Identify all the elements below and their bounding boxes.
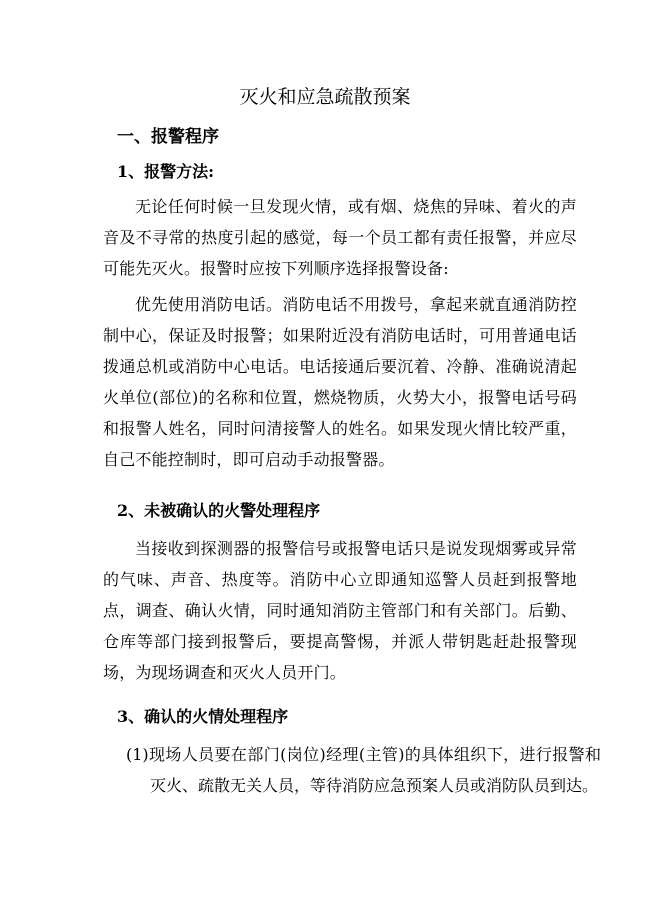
list-item-onsite-personnel: (1)现场人员要在部门(岗位)经理(主管)的具体组织下，进行报警和灭火、疏散无关人员，等待消防应急预案人员或消防队员到达。 — [126, 745, 601, 795]
subsection-heading-confirmed-fire: 3、确认的火情处理程序 — [117, 707, 289, 726]
paragraph-fire-phone: 优先使用消防电话。消防电话不用拨号，拿起来就直通消防控制中心，保证及时报警；如果附近没有消防电话时，可用普通电话拨通总机或消防中心电话。电话接通后要沉着、冷静、准确说清起火单位(部位)的名称和位置，燃烧物质，火势大小，报警电话号码和报警人姓名，同时问清接警人的姓名。如果发现火情比较严重，自己不能控制时，即可启动手动报警器。 — [103, 295, 577, 469]
paragraph-unconfirmed-alarm: 当接收到探测器的报警信号或报警电话只是说发现烟雾或异常的气味、声音、热度等。消防中心立即通知巡警人员赶到报警地点，调查、确认火情，同时通知消防主管部门和有关部门。后勤、仓库等部门接到报警后，要提高警惕，并派人带钥匙赶赴报警现场，为现场调查和灭火人员开门。 — [103, 539, 577, 682]
paragraph-report-duty: 无论任何时候一旦发现火情，或有烟、烧焦的异味、着火的声音及不寻常的热度引起的感觉，每一个员工都有责任报警，并应尽可能先灭火。报警时应按下列顺序选择报警设备: — [103, 197, 577, 278]
document-title: 灭火和应急疏散预案 — [239, 86, 411, 108]
section-heading-report-procedure: 一、报警程序 — [117, 127, 219, 147]
subsection-heading-report-method: 1、报警方法: — [117, 162, 215, 181]
subsection-heading-unconfirmed-alarm: 2、未被确认的火警处理程序 — [117, 501, 321, 520]
